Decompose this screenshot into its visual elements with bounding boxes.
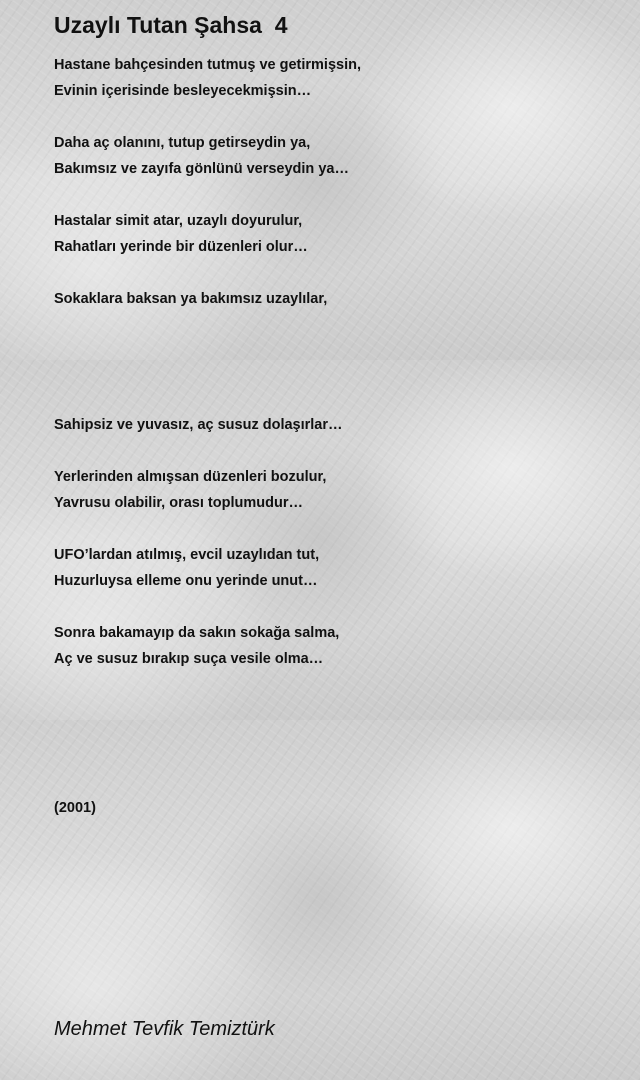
- stanza-8: [54, 620, 339, 672]
- poem-year: (2001): [54, 800, 96, 816]
- stanza-4: [54, 286, 327, 312]
- poem-line: Sonra bakamayıp da sakın sokağa salma,: [54, 625, 340, 641]
- poem-line: Daha aç olanını, tutup getirseydin ya,: [54, 135, 311, 151]
- poem-line: Aç ve susuz bırakıp suça vesile olma…: [54, 651, 324, 667]
- poem-line: Yerlerinden almışsan düzenleri bozulur,: [54, 469, 327, 485]
- poem-line: Hastane bahçesinden tutmuş ve getirmişsin,: [54, 57, 362, 73]
- poem-line: Sokaklara baksan ya bakımsız uzaylılar,: [54, 291, 328, 307]
- stanza-7: [54, 542, 319, 594]
- stanza-6: [54, 464, 326, 516]
- poem-card-part-3: [0, 720, 640, 1080]
- poem-card-part-2: [0, 360, 640, 720]
- poem-line: Rahatları yerinde bir düzenleri olur…: [54, 239, 308, 255]
- poem-line: Evinin içerisinde besleyecekmişsin…: [54, 83, 312, 99]
- poem-line: Huzurluysa elleme onu yerinde unut…: [54, 573, 318, 589]
- poem-line: Sahipsiz ve yuvasız, aç susuz dolaşırlar…: [54, 417, 343, 433]
- poem-author: Mehmet Tevfik Temiztürk: [54, 1018, 275, 1040]
- poem-line: UFO’lardan atılmış, evcil uzaylıdan tut,: [54, 547, 320, 563]
- stanza-5: [54, 412, 343, 438]
- poem-card-part-1: [0, 0, 640, 360]
- stanza-1: [54, 52, 361, 104]
- poem-line: Bakımsız ve zayıfa gönlünü verseydin ya…: [54, 161, 349, 177]
- poem-line: Yavrusu olabilir, orası toplumudur…: [54, 495, 303, 511]
- poem-title: Uzaylı Tutan Şahsa 4: [54, 12, 288, 38]
- stanza-3: [54, 208, 308, 260]
- stanza-2: [54, 130, 349, 182]
- poem-line: Hastalar simit atar, uzaylı doyurulur,: [54, 213, 303, 229]
